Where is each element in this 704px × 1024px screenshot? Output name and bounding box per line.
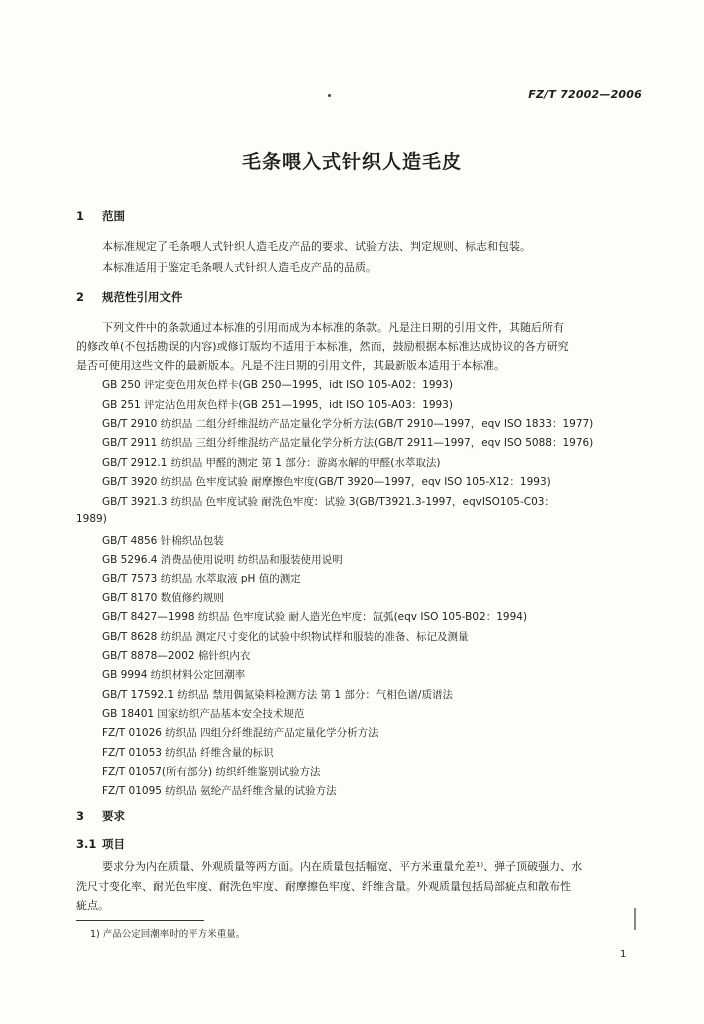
reference-item: GB/T 8170 数值修约规则 [102,592,224,604]
section-1-paragraph: 本标准规定了毛条喂人式针织人造毛皮产品的要求、试验方法、判定规则、标志和包装。 [102,240,531,253]
section-3-heading [76,808,125,824]
reference-item: GB 5296.4 消费品使用说明 纺织品和服装使用说明 [102,554,343,566]
subsection-3-1-heading [76,836,125,852]
scan-speck [328,94,331,97]
scan-mark [634,908,636,930]
reference-item: GB 18401 国家纺织产品基本安全技术规范 [102,708,305,720]
requirement-line: 疵点。 [76,899,109,912]
reference-item: GB/T 4856 针棉织品包装 [102,535,224,547]
section-number: 1 [76,209,85,223]
reference-item: GB/T 7573 纺织品 水萃取液 pH 值的测定 [102,573,301,585]
footnote: 1) 产品公定回潮率时的平方米重量。 [90,929,246,940]
requirement-line: 洗尺寸变化率、耐光色牢度、耐洗色牢度、耐摩擦色牢度、纤维含量。外观质量包括局部疵点和散布性 [76,880,571,893]
reference-item: GB/T 8427—1998 纺织品 色牢度试验 耐人造光色牢度：氙弧(eqv ISO 105-B02：1994) [102,611,528,623]
intro-line: 是否可使用这些文件的最新版本。凡是不注日期的引用文件，其最新版本适用于本标准。 [76,359,505,372]
reference-item: FZ/T 01057(所有部分) 纺织纤维鉴别试验方法 [102,766,321,778]
section-title: 要求 [102,809,125,823]
section-number: 3 [76,809,85,823]
section-number: 2 [76,290,85,304]
reference-item: FZ/T 01095 纺织品 氨纶产品纤维含量的试验方法 [102,785,337,797]
reference-item: FZ/T 01026 纺织品 四组分纤维混纺产品定量化学分析方法 [102,727,379,739]
subsection-number: 3.1 [76,837,97,851]
page-number: 1 [620,949,627,960]
intro-line: 下列文件中的条款通过本标准的引用而成为本标准的条款。凡是注日期的引用文件，其随后所有 [102,321,564,334]
subsection-title: 项目 [102,837,125,851]
intro-line: 的修改单(不包括勘误的内容)或修订版均不适用于本标准，然而，鼓励根据本标准达成协议的各方研究 [76,340,569,353]
reference-item: GB/T 2912.1 纺织品 甲醛的测定 第 1 部分：游离水解的甲醛(水萃取法) [102,457,441,469]
reference-item: GB/T 3921.3 纺织品 色牢度试验 耐洗色牢度：试验 3(GB/T3921.3-1997，eqvISO105-C03： [102,496,555,508]
footnote-rule [76,920,204,921]
section-1-heading [76,208,125,224]
reference-item: GB/T 8628 纺织品 测定尺寸变化的试验中织物试样和服装的准备、标记及测量 [102,631,469,643]
reference-item: GB/T 2911 纺织品 三组分纤维混纺产品定量化学分析方法(GB/T 2911—1997，eqv ISO 5088：1976) [102,437,594,449]
reference-item: GB/T 3920 纺织品 色牢度试验 耐摩擦色牢度(GB/T 3920—1997，eqv ISO 105-X12：1993) [102,476,551,488]
reference-item: GB/T 8878—2002 棉针织内衣 [102,650,251,662]
requirement-line: 要求分为内在质量、外观质量等两方面。内在质量包括幅宽、平方米重量允差¹⁾、弹子顶破强力、水 [102,860,583,873]
standard-number: FZ/T 72002—2006 [528,88,642,101]
reference-item: FZ/T 01053 纺织品 纤维含量的标识 [102,747,274,759]
section-1-paragraph: 本标准适用于鉴定毛条喂人式针织人造毛皮产品的品质。 [102,261,377,274]
document-title: 毛条喂入式针织人造毛皮 [241,151,462,173]
section-2-heading [76,289,183,305]
reference-item-continuation: 1989) [76,513,107,525]
reference-item: GB/T 17592.1 纺织品 禁用偶氮染料检测方法 第 1 部分：气相色谱/质谱法 [102,689,453,701]
section-title: 范围 [102,209,125,223]
reference-item: GB 250 评定变色用灰色样卡(GB 250—1995，idt ISO 105-A02：1993) [102,379,453,391]
section-title: 规范性引用文件 [102,290,183,304]
reference-item: GB 9994 纺织材料公定回潮率 [102,669,246,681]
reference-item: GB/T 2910 纺织品 二组分纤维混纺产品定量化学分析方法(GB/T 2910—1997，eqv ISO 1833：1977) [102,418,594,430]
reference-item: GB 251 评定沾色用灰色样卡(GB 251—1995，idt ISO 105-A03：1993) [102,399,453,411]
